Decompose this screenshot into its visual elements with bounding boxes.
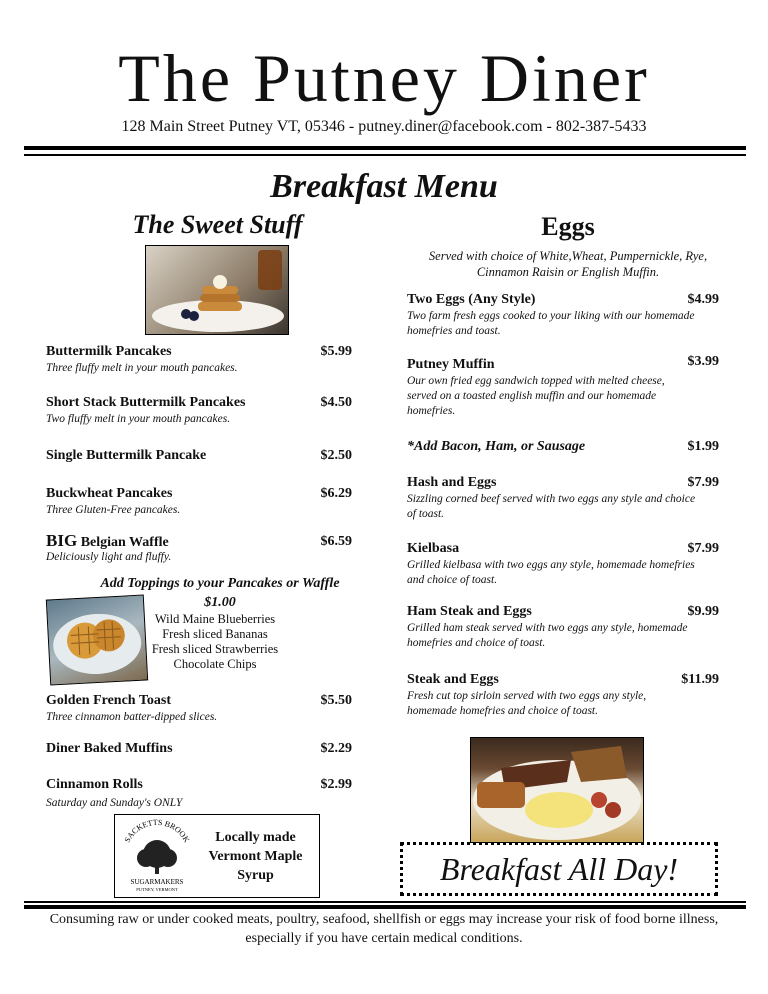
contact-line: 128 Main Street Putney VT, 05346 - putney.diner@facebook.com - 802-387-5433 <box>121 118 647 135</box>
sacketts-brook-logo <box>118 818 196 894</box>
item-price: $7.99 <box>687 541 719 556</box>
topping-item: Fresh sliced Bananas <box>162 627 268 641</box>
item-price: $6.29 <box>320 486 352 501</box>
footer-rule-thin <box>24 901 746 903</box>
header-rule-thin <box>24 154 746 156</box>
header-rule <box>24 146 746 150</box>
steak-and-eggs-photo <box>470 737 644 843</box>
topping-item: Wild Maine Blueberries <box>154 612 276 626</box>
restaurant-title: The Putney Diner <box>118 40 650 116</box>
item-desc: Three fluffy melt in your mouth pancakes. <box>46 362 238 374</box>
item-price: $9.99 <box>687 604 719 619</box>
item-price: $2.99 <box>320 777 352 792</box>
item-price: $6.59 <box>320 534 352 549</box>
item-desc: Fresh cut top sirloin served with two eggs any style, homemade homefries and choice of toast. <box>407 690 647 717</box>
item-name: Putney Muffin <box>407 357 495 372</box>
topping-item: Fresh sliced Strawberries <box>151 642 279 656</box>
item-price: $11.99 <box>681 672 719 687</box>
item-price: $3.99 <box>687 354 719 369</box>
item-name: Single Buttermilk Pancake <box>46 448 207 463</box>
item-name: Diner Baked Muffins <box>46 741 173 756</box>
item-name-rest: Belgian Waffle <box>80 535 169 550</box>
breakfast-all-day-banner: Breakfast All Day! <box>400 842 718 896</box>
item-name <box>46 531 169 551</box>
item-price: $5.99 <box>320 344 352 359</box>
topping-item: Chocolate Chips <box>173 657 257 671</box>
item-desc: Sizzling corned beef served with two eggs any style and choice of toast. <box>407 493 696 520</box>
item-desc: Three cinnamon batter-dipped slices. <box>46 711 218 723</box>
sweet-section-title: The Sweet Stuff <box>132 210 303 239</box>
item-name: Kielbasa <box>407 541 460 556</box>
food-safety-disclaimer: Consuming raw or under cooked meats, poultry, seafood, shellfish or eggs may increase your risk of food borne illness, especially if you have certain medical conditions. <box>49 912 719 946</box>
item-desc: Saturday and Sunday's ONLY <box>46 797 183 809</box>
item-name: Hash and Eggs <box>407 475 497 490</box>
item-name: Ham Steak and Eggs <box>407 604 532 619</box>
item-desc: Grilled kielbasa with two eggs any style, homemade homefries and choice of toast. <box>407 559 695 586</box>
toppings-list <box>150 612 280 672</box>
eggs-subtitle: Served with choice of White,Wheat, Pumpernickle, Rye, Cinnamon Raisin or English Muffin. <box>428 249 708 279</box>
item-desc: Our own fried egg sandwich topped with melted cheese, served on a toasted english muffin and our homemade homefries. <box>407 375 665 417</box>
item-name: Buckwheat Pancakes <box>46 486 173 501</box>
logo-bottom-text: SUGARMAKERS <box>130 878 184 886</box>
item-name: Cinnamon Rolls <box>46 777 143 792</box>
item-desc: Two farm fresh eggs cooked to your liking with our homemade homefries and toast. <box>407 310 695 337</box>
item-desc: Two fluffy melt in your mouth pancakes. <box>46 413 231 425</box>
item-desc: Deliciously light and fluffy. <box>46 551 172 563</box>
item-price: $7.99 <box>687 475 719 490</box>
item-name: Buttermilk Pancakes <box>46 344 172 359</box>
footer-rule <box>24 905 746 909</box>
item-name-big: BIG <box>46 531 78 550</box>
waffle-photo <box>46 594 148 685</box>
item-desc: Grilled ham steak served with two eggs any style, homemade homefries and choice of toast. <box>407 622 688 649</box>
item-price: $4.50 <box>320 395 352 410</box>
item-price: $5.50 <box>320 693 352 708</box>
item-price: $2.29 <box>320 741 352 756</box>
item-name: Golden French Toast <box>46 693 171 708</box>
item-desc: Three Gluten-Free pancakes. <box>46 504 181 516</box>
item-price: $2.50 <box>320 448 352 463</box>
syrup-text: Locally made Vermont Maple Syrup <box>208 830 303 883</box>
item-name: Short Stack Buttermilk Pancakes <box>46 395 246 410</box>
logo-town-text: PUTNEY, VERMONT <box>136 887 178 892</box>
logo-arc-path: SACKETTS BROOK <box>122 818 192 844</box>
item-price: $4.99 <box>687 292 719 307</box>
item-name: Two Eggs (Any Style) <box>407 292 536 307</box>
pancake-photo <box>145 245 289 335</box>
eggs-section-title: Eggs <box>541 212 595 241</box>
item-name: Steak and Eggs <box>407 672 499 687</box>
toppings-title: Add Toppings to your Pancakes or Waffle <box>100 576 340 591</box>
menu-title: Breakfast Menu <box>270 168 498 205</box>
item-name: *Add Bacon, Ham, or Sausage <box>407 439 586 454</box>
item-price: $1.99 <box>687 439 719 454</box>
toppings-price: $1.00 <box>204 595 236 610</box>
